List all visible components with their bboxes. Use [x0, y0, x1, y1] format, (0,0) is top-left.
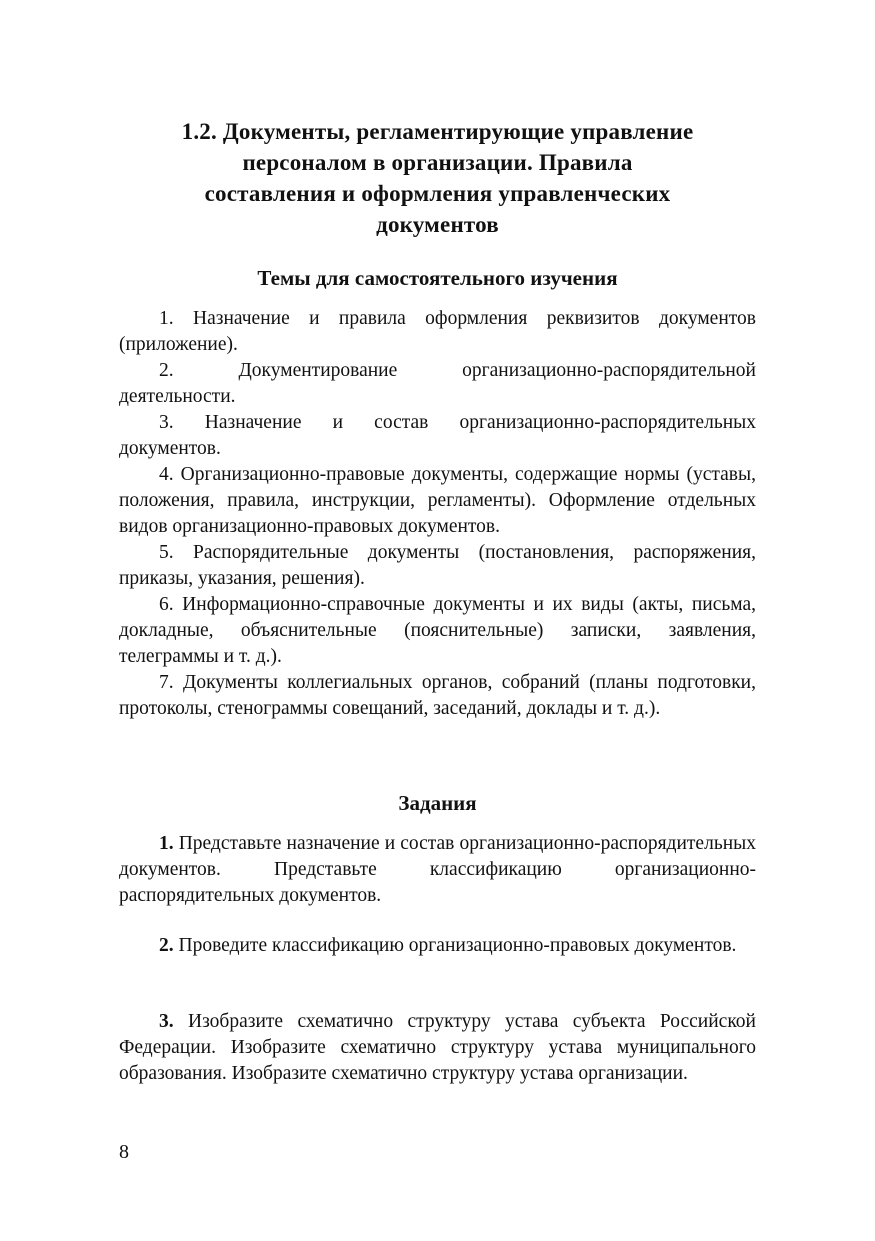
- title-line: документов: [376, 212, 499, 237]
- task-number: 1.: [159, 833, 174, 854]
- task-text: [119, 831, 756, 909]
- task-number: 3.: [159, 1011, 174, 1032]
- topic-item: 6. Информационно-справочные документы и их виды (акты, письма, докладные, объяснительные (пояснительные) записки, заявления, телеграммы и т. д.).: [119, 594, 756, 667]
- topic-item: 1. Назначение и правила оформления реквизитов документов (приложение).: [119, 308, 756, 355]
- task-number: 2.: [159, 935, 174, 956]
- page-number: 8: [119, 1141, 129, 1163]
- task-text: [119, 1009, 756, 1087]
- topic-item: 7. Документы коллегиальных органов, собраний (планы подготовки, протоколы, стенограммы совещаний, заседаний, доклады и т. д.).: [119, 672, 756, 719]
- topics-heading: Темы для самостоятельного изучения: [257, 266, 618, 290]
- task-text: [119, 933, 756, 959]
- topic-item: 3. Назначение и состав организационно-распорядительных документов.: [119, 412, 756, 459]
- tasks-heading: Задания: [398, 791, 477, 815]
- title-line: 1.2. Документы, регламентирующие управление: [181, 119, 694, 144]
- title-line: составления и оформления управленческих: [204, 181, 671, 206]
- task-body: Представьте назначение и состав организационно-распорядительных документов. Представьте классификацию организационно-распорядительных документов.: [119, 833, 756, 906]
- topic-item: 4. Организационно-правовые документы, содержащие нормы (уставы, положения, правила, инструкции, регламенты). Оформление отдельных видов организационно-правовых документов.: [119, 464, 756, 537]
- topics-list: [119, 306, 756, 722]
- section-title: [110, 116, 765, 240]
- title-line: персоналом в организации. Правила: [242, 150, 633, 175]
- task-body: Проведите классификацию организационно-правовых документов.: [178, 935, 737, 956]
- task-item: [119, 831, 756, 909]
- topic-item: 2. Документирование организационно-распорядительной деятельности.: [119, 360, 756, 407]
- task-item: [119, 933, 756, 959]
- task-body: Изобразите схематично структуру устава субъекта Российской Федерации. Изобразите схематично структуру устава муниципального образования. Изобразите схематично структуру устава организации.: [119, 1011, 756, 1084]
- topic-item: 5. Распорядительные документы (постановления, распоряжения, приказы, указания, решения).: [119, 542, 756, 589]
- task-item: [119, 1009, 756, 1087]
